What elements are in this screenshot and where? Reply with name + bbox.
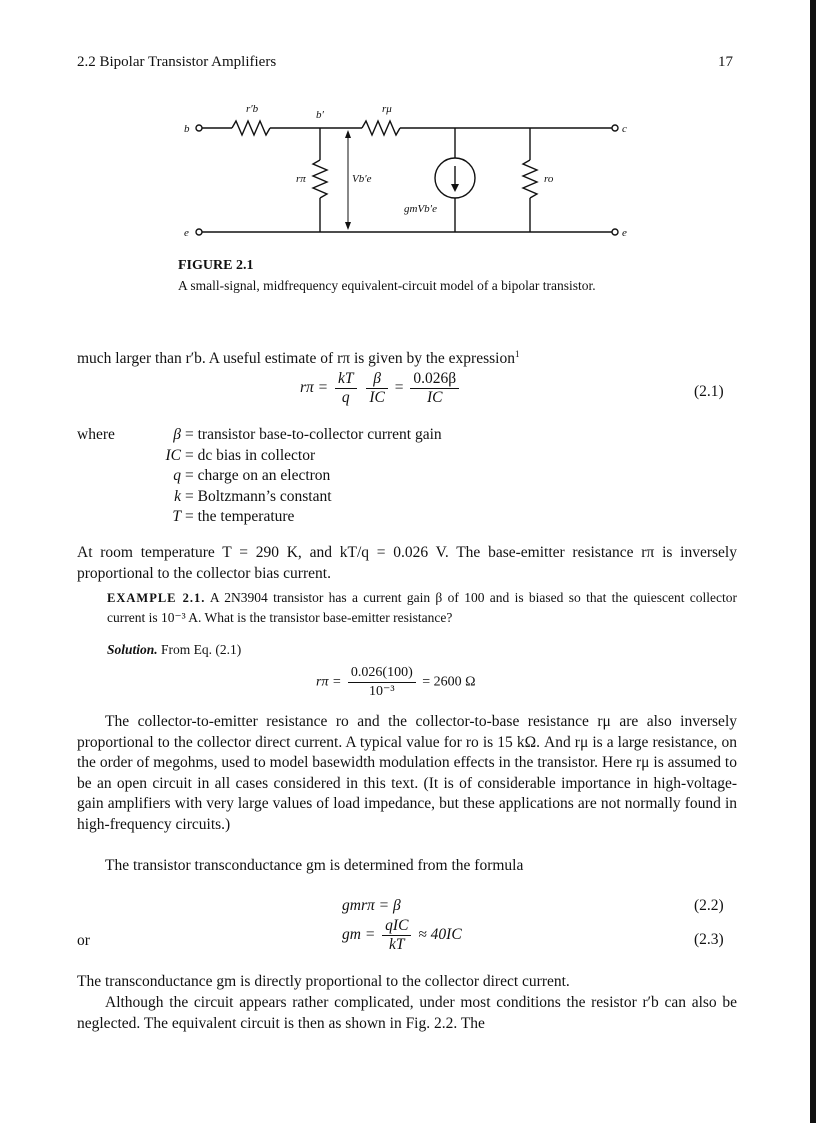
eq3-num: qIC xyxy=(382,917,411,936)
def-text: = dc bias in collector xyxy=(185,446,316,464)
paragraph-4: The transistor transconductance gm is determined from the formula xyxy=(105,857,524,874)
label-gm: gmVb′e xyxy=(404,203,437,215)
equation-2-3-number: (2.3) xyxy=(694,931,724,948)
equation-solution xyxy=(316,664,476,701)
label-e-left: e xyxy=(184,227,189,239)
eq1-f1-den: q xyxy=(341,389,350,406)
solution-text: From Eq. (2.1) xyxy=(161,642,242,657)
node-e-right xyxy=(612,229,618,235)
resistor-rb xyxy=(232,121,270,135)
def-symbol: k xyxy=(174,487,181,505)
equation-2-1-number: (2.1) xyxy=(694,383,724,400)
footnote-marker: 1 xyxy=(514,349,520,359)
eqs-lhs: rπ = xyxy=(316,674,342,690)
eq1-equals: = xyxy=(394,379,404,397)
eq1-lhs: rπ = xyxy=(300,379,329,397)
eq3-lhs: gm = xyxy=(342,926,376,944)
eq3-rhs: ≈ 40IC xyxy=(418,926,462,944)
label-rb: r′b xyxy=(246,103,259,115)
equation-2-3 xyxy=(342,917,462,954)
label-vbe: Vb′e xyxy=(352,173,372,185)
label-e-right: e xyxy=(622,227,627,239)
paragraph-1 xyxy=(77,344,737,370)
solution-label: Solution. xyxy=(107,642,158,657)
resistor-ro xyxy=(523,160,537,198)
label-rmu: rμ xyxy=(382,103,392,115)
resistor-rmu xyxy=(362,121,400,135)
node-c xyxy=(612,125,618,131)
eq1-f1-num: kT xyxy=(335,370,357,389)
label-ro: ro xyxy=(544,173,554,185)
running-header: 2.2 Bipolar Transistor Amplifiers xyxy=(77,54,277,70)
eq1-f3-den: IC xyxy=(427,389,443,406)
eqs-rhs: = 2600 Ω xyxy=(422,674,476,690)
solution xyxy=(107,640,241,659)
label-b: b xyxy=(184,123,190,135)
where-label: where xyxy=(77,426,115,443)
label-bprime: b′ xyxy=(316,109,324,121)
eqs-den: 10⁻³ xyxy=(369,684,395,699)
paragraph-1-text: much larger than r′b. A useful estimate of rπ is given by the expression xyxy=(77,350,515,368)
def-text: = transistor base-to-collector current gain xyxy=(185,426,442,443)
equation-2-1 xyxy=(300,370,462,407)
definitions-list xyxy=(77,425,442,528)
node-b xyxy=(196,125,202,131)
page-number: 17 xyxy=(718,54,733,70)
def-text: = charge on an electron xyxy=(185,467,331,484)
figure-caption-text: A small-signal, midfrequency equivalent-circuit model of a bipolar transistor. xyxy=(178,278,596,293)
eq1-f3-num: 0.026β xyxy=(410,370,459,389)
figure-caption-title: FIGURE 2.1 xyxy=(178,258,254,273)
def-text: = Boltzmann’s constant xyxy=(185,487,332,505)
paragraph-6: Although the circuit appears rather complicated, under most conditions the resistor r′b can also be neglected. The equivalent circuit is then as shown in Fig. 2.2. The xyxy=(77,994,737,1032)
eqs-num: 0.026(100) xyxy=(348,664,416,683)
equation-2-2: gmrπ = β xyxy=(342,897,401,914)
def-symbol: q xyxy=(173,467,181,484)
def-symbol: T xyxy=(172,508,181,525)
example-text: A 2N3904 transistor has a current gain β of 100 and is biased so that the quiescent collector current is 10⁻³ A. What is the transistor base-emitter resistance? xyxy=(107,590,737,625)
resistor-rpi xyxy=(313,160,327,198)
equation-2-2-number: (2.2) xyxy=(694,897,724,914)
or-label: or xyxy=(77,932,90,949)
node-e-left xyxy=(196,229,202,235)
eq3-den: kT xyxy=(389,936,405,953)
label-rpi: rπ xyxy=(296,173,306,185)
def-symbol: β xyxy=(173,426,181,443)
paragraph-3: The collector-to-emitter resistance ro and the collector-to-base resistance rμ are also inversely proportional to the collector direct current. A typical value for ro is 15 kΩ. And rμ is a large resistance, on the order of megohms, used to model basewidth modulation effects in the transistor. Here rμ is assumed to be an open circuit in all cases considered in this text. (It is of considerable importance in high-voltage-gain amplifiers with very large values of load impedance, but these applications are not normally found in high-frequency circuits.) xyxy=(77,713,737,833)
paragraph-5: The transconductance gm is directly proportional to the collector direct current. xyxy=(77,973,570,990)
paragraph-2: At room temperature T = 290 K, and kT/q = 0.026 V. The base-emitter resistance rπ is inversely proportional to the collector bias current. xyxy=(77,544,737,582)
eq1-f2-num: β xyxy=(366,370,388,389)
def-symbol: IC xyxy=(165,446,181,464)
label-c: c xyxy=(622,123,627,135)
figure-2-1-circuit xyxy=(0,0,816,260)
eq1-f2-den: IC xyxy=(369,389,385,406)
example-label: EXAMPLE 2.1. xyxy=(107,591,206,605)
example-2-1 xyxy=(107,588,737,627)
def-text: = the temperature xyxy=(185,508,295,525)
